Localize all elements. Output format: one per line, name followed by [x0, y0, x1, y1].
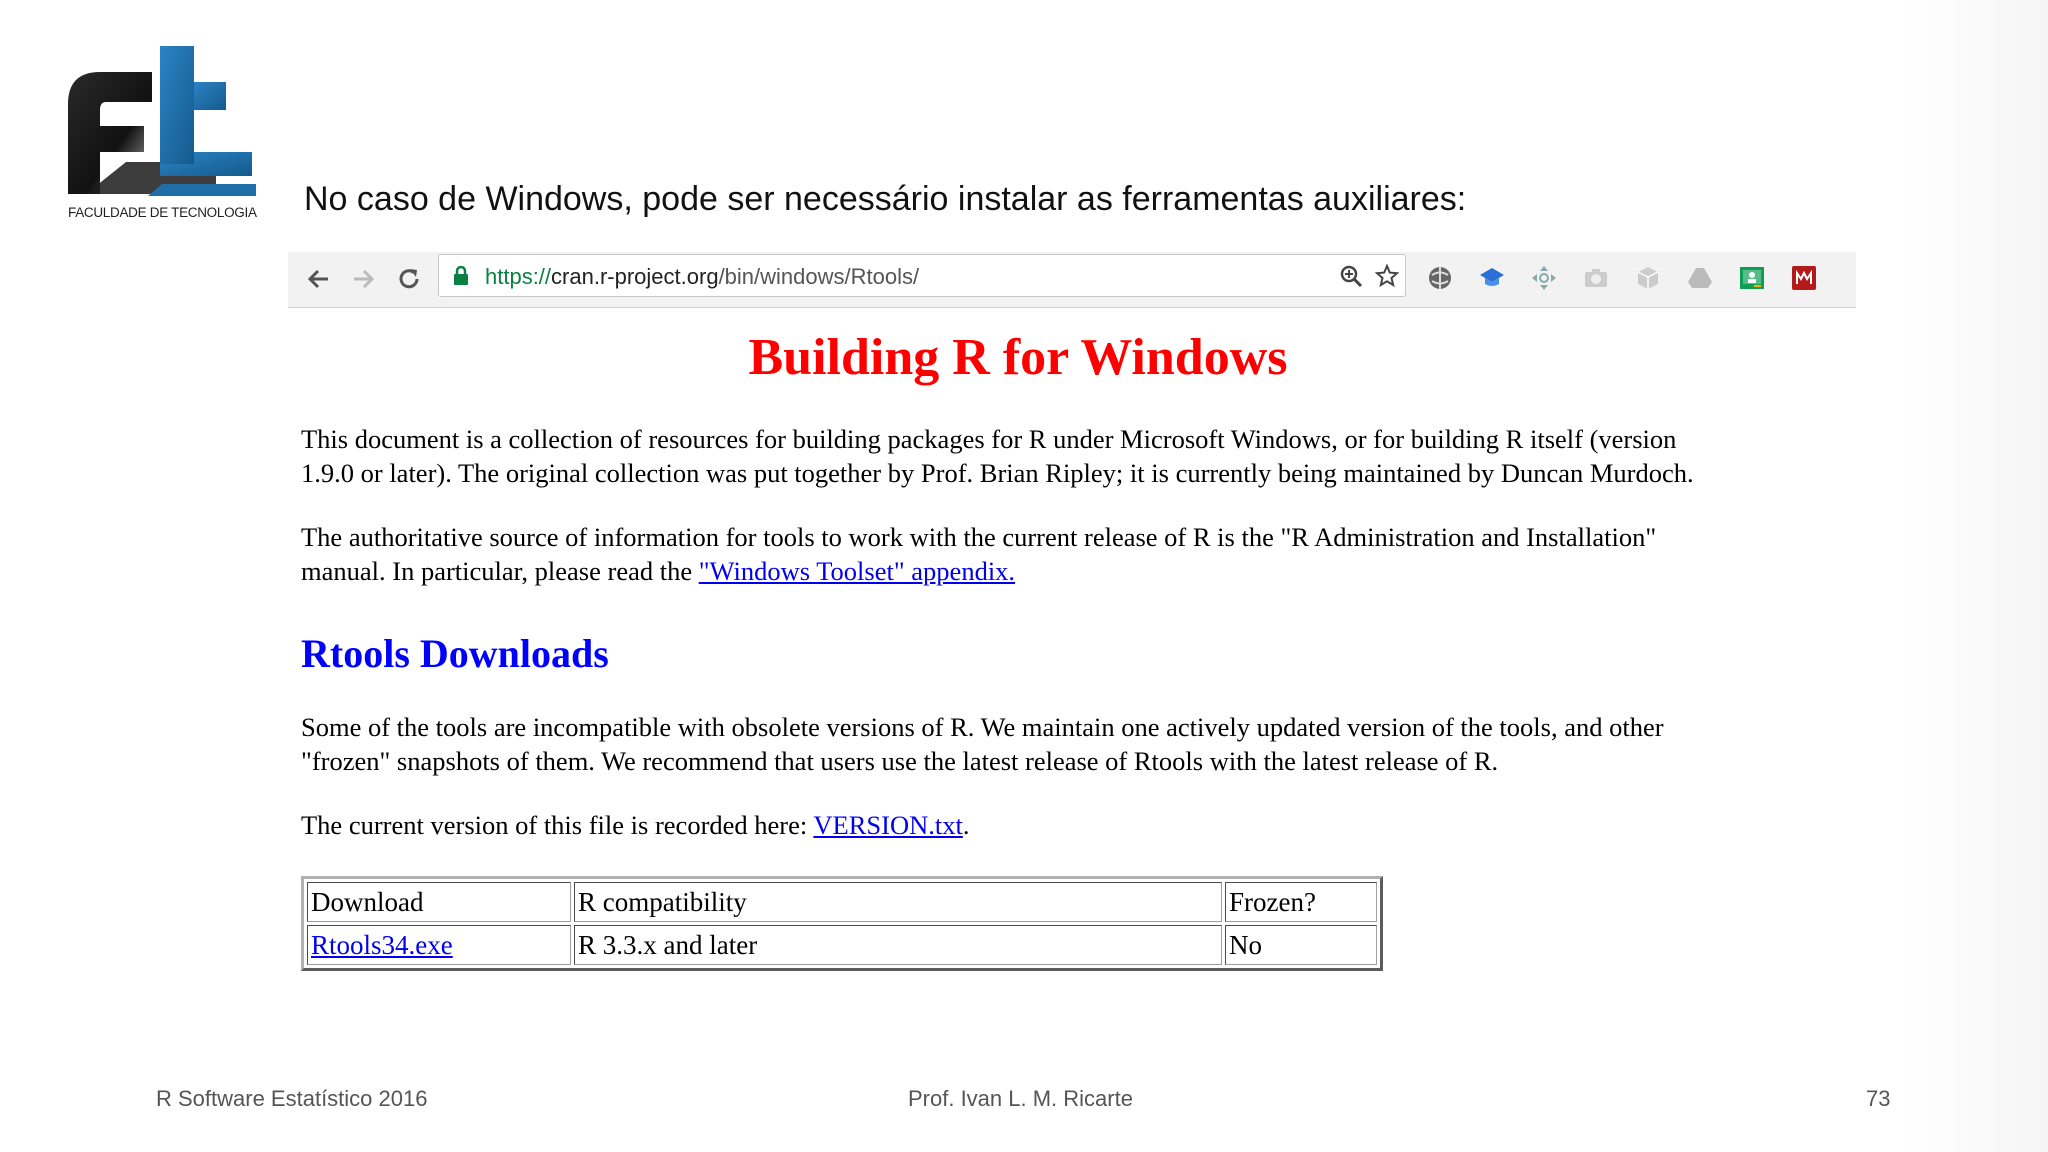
ft-logo-icon [66, 44, 266, 224]
back-arrow-icon [306, 266, 332, 292]
logo-caption: FACULDADE DE TECNOLOGIA [68, 205, 257, 220]
table-header-row [307, 882, 1377, 922]
reload-button[interactable] [392, 262, 426, 296]
section-title: Rtools Downloads [301, 631, 609, 676]
version-paragraph: The current version of this file is recorded here: VERSION.txt. [301, 810, 970, 840]
star-icon[interactable] [1375, 264, 1399, 288]
extension-classroom-icon[interactable] [1738, 264, 1766, 292]
zoom-icon[interactable] [1339, 264, 1363, 288]
footer-left: R Software Estatístico 2016 [156, 1086, 428, 1111]
windows-toolset-link[interactable]: "Windows Toolset" appendix. [698, 556, 1016, 586]
browser-toolbar [288, 252, 1856, 308]
authority-paragraph: The authoritative source of information for tools to work with the current release of R is the "R Administration and Installation" manual. In particular, please read the "Windows Toolset" appendix. [301, 522, 1657, 586]
extension-cap-icon[interactable] [1478, 264, 1506, 292]
table-header-cell: R compatibility [574, 882, 1222, 922]
intro-paragraph: This document is a collection of resources for building packages for R under Microsoft Windows, or for building R itself (version 1.9.0 or later). The original collection was put together by Prof. Brian Ripley; it is currently being maintained by Duncan Murdoch. [301, 424, 1694, 488]
address-bar[interactable] [438, 254, 1406, 297]
web-page [288, 308, 1856, 980]
forward-button[interactable] [346, 262, 380, 296]
extension-move-icon[interactable] [1530, 264, 1558, 292]
footer-center: Prof. Ivan L. M. Ricarte [908, 1086, 1133, 1111]
slide-heading: No caso de Windows, pode ser necessário instalar as ferramentas auxiliares: [304, 180, 1467, 218]
downloads-table [301, 876, 1383, 971]
back-button[interactable] [302, 262, 336, 296]
table-cell: No [1225, 925, 1377, 965]
page-number: 73 [1866, 1086, 1891, 1111]
extension-drive-icon[interactable] [1686, 264, 1714, 292]
table-header-cell: Download [307, 882, 571, 922]
page-title: Building R for Windows [748, 329, 1288, 386]
extension-red-icon[interactable] [1790, 264, 1818, 292]
reload-icon [396, 266, 422, 292]
extension-globe-icon[interactable] [1426, 264, 1454, 292]
browser-window [288, 252, 1856, 980]
version-link[interactable]: VERSION.txt [813, 810, 963, 840]
table-row [307, 925, 1377, 965]
compat-paragraph: Some of the tools are incompatible with obsolete versions of R. We maintain one actively updated version of the tools, and other "frozen" snapshots of them. We recommend that users use the latest release of Rtools with the latest release of R. [301, 712, 1664, 776]
lock-icon [453, 266, 469, 286]
table-cell [307, 925, 571, 965]
url-text: https://cran.r-project.org/bin/windows/Rtools/ [485, 264, 920, 289]
extension-camera-icon[interactable] [1582, 264, 1610, 292]
table-cell: R 3.3.x and later [574, 925, 1222, 965]
table-header-cell: Frozen? [1225, 882, 1377, 922]
extension-cube-icon[interactable] [1634, 264, 1662, 292]
rtools-download-link[interactable]: Rtools34.exe [311, 929, 453, 960]
forward-arrow-icon [350, 266, 376, 292]
